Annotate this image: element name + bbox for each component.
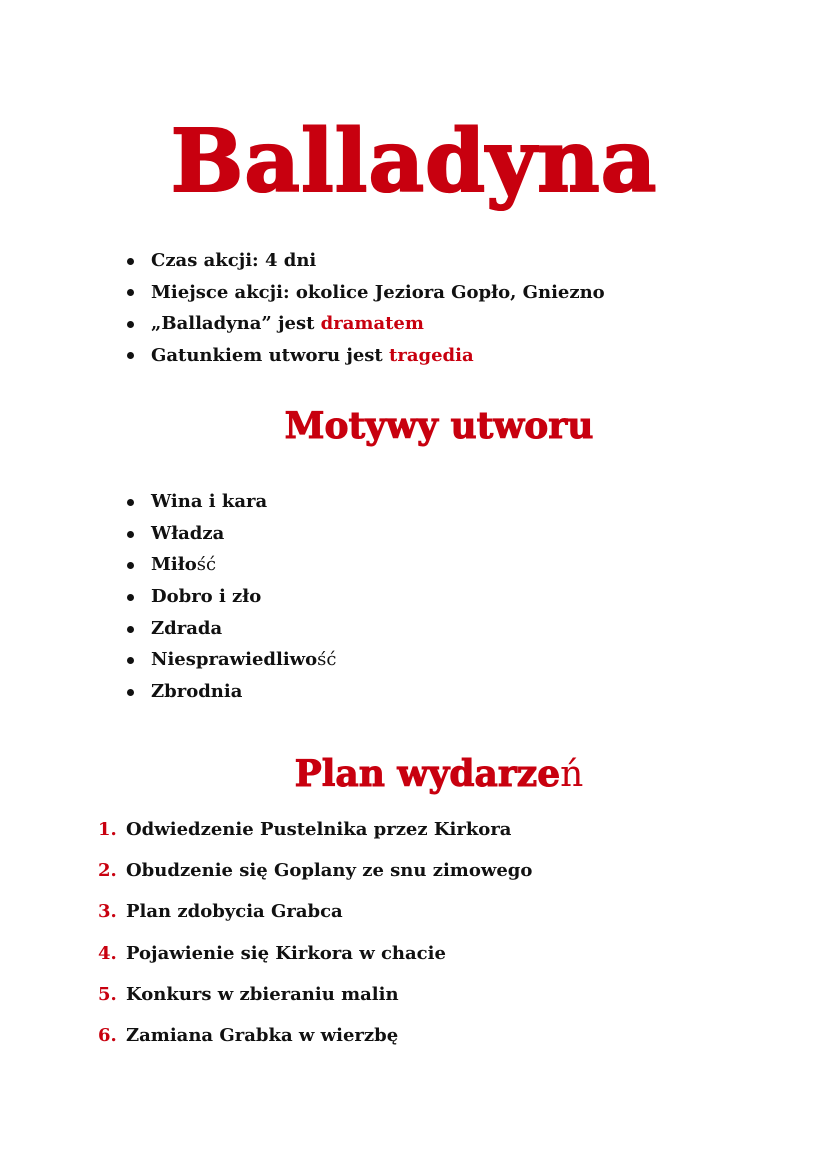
info-drama-prefix: „Balladyna” jest	[151, 313, 321, 334]
plan-item-text: Konkurs w zbieraniu malin	[126, 983, 399, 1005]
info-list	[127, 245, 605, 371]
info-item-time: Czas akcji: 4 dni	[127, 245, 605, 277]
motif-item	[127, 676, 337, 708]
info-drama-value: dramatem	[320, 313, 424, 334]
plan-heading-tail: ń	[560, 754, 584, 795]
motif-text: Niesprawiedliwo	[151, 649, 318, 671]
plan-heading	[25, 752, 828, 797]
motif-item	[127, 549, 337, 581]
plan-item-text: Odwiedzenie Pustelnika przez Kirkora	[126, 819, 512, 840]
motif-item	[127, 644, 337, 676]
motif-text: Zdrada	[151, 617, 223, 639]
plan-item	[98, 939, 532, 980]
plan-item-text: Obudzenie się Goplany ze snu zimowego	[126, 860, 533, 882]
plan-heading-main: Plan wydarze	[294, 753, 561, 795]
motif-text: Władza	[151, 522, 225, 544]
motif-text: Miło	[151, 554, 197, 576]
info-item-place: Miejsce akcji: okolice Jeziora Gopło, Gniezno	[127, 277, 605, 309]
plan-item-number: 3.	[98, 901, 117, 923]
info-item-drama	[127, 308, 605, 340]
motifs-list	[127, 486, 337, 708]
plan-item-number: 2.	[98, 860, 117, 882]
plan-item	[98, 815, 532, 856]
info-genre-value: tragedia	[389, 344, 474, 366]
plan-item-text: Plan zdobycia Grabca	[126, 901, 343, 923]
info-item-genre	[127, 340, 605, 372]
motif-text-tail: ść	[317, 649, 337, 671]
motif-text: Wina i kara	[151, 491, 268, 512]
plan-item	[98, 980, 532, 1021]
plan-item-text: Pojawienie się Kirkora w chacie	[126, 942, 446, 964]
motifs-heading: Motywy utworu	[284, 405, 594, 447]
motif-text: Zbrodnia	[151, 681, 243, 703]
plan-item-number: 6.	[98, 1024, 117, 1046]
plan-item	[98, 897, 532, 938]
plan-item	[98, 856, 532, 897]
document-title: Balladyna	[170, 111, 658, 212]
motif-text: Dobro i zło	[151, 586, 262, 608]
plan-item-text: Zamiana Grabka w wierzbę	[126, 1024, 399, 1046]
plan-list	[98, 815, 532, 1062]
motif-item	[127, 486, 337, 518]
motif-item	[127, 581, 337, 613]
plan-item	[98, 1021, 532, 1062]
info-genre-prefix: Gatunkiem utworu jest	[151, 344, 390, 366]
motif-item	[127, 613, 337, 645]
plan-item-number: 1.	[98, 819, 117, 840]
plan-item-number: 5.	[98, 983, 117, 1005]
plan-item-number: 4.	[98, 942, 117, 964]
motif-text-tail: ść	[196, 554, 217, 576]
motif-item	[127, 518, 337, 550]
